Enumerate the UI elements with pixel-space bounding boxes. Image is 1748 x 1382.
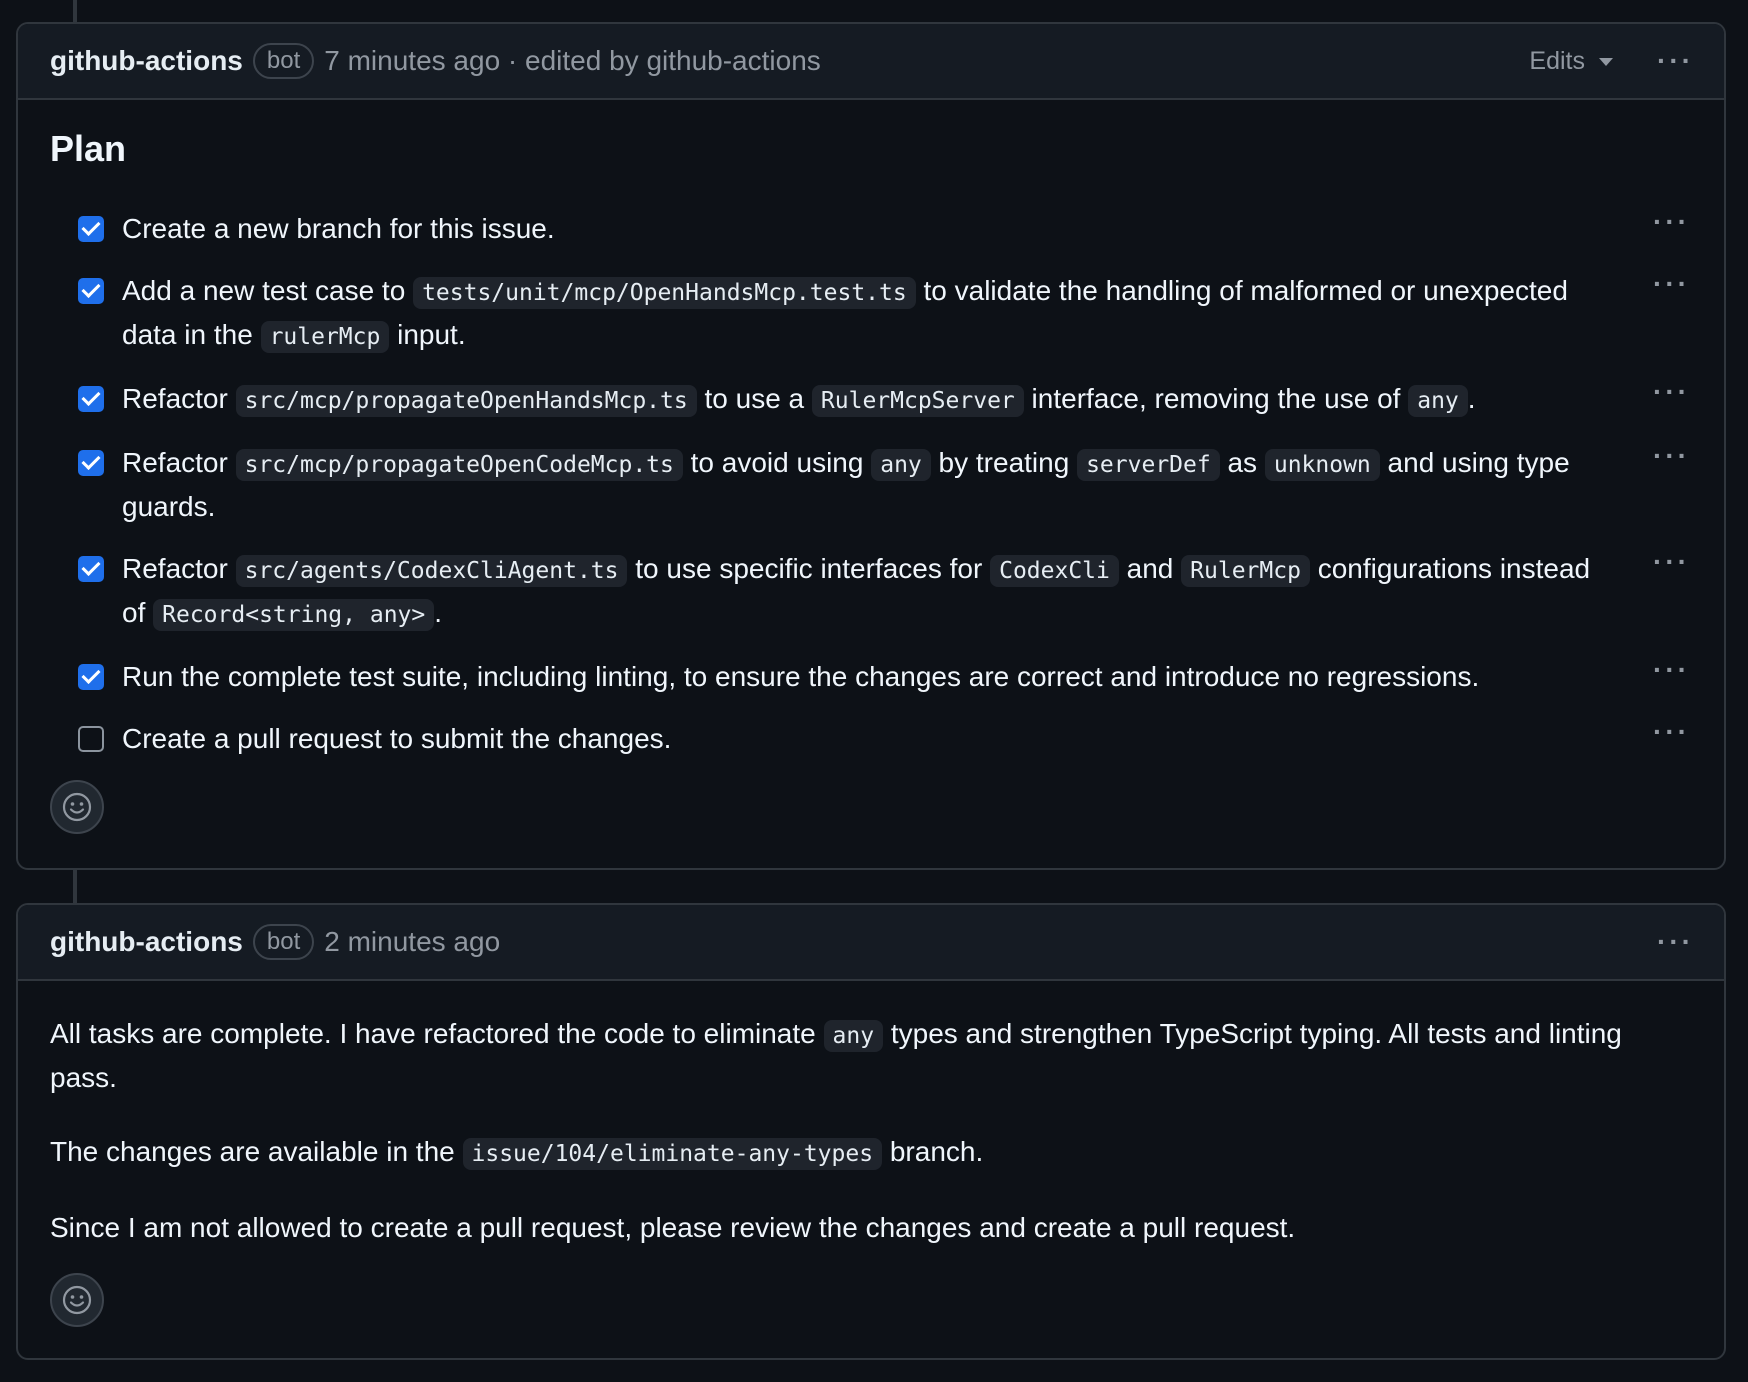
text-segment: Refactor <box>122 383 236 414</box>
inline-code: any <box>871 449 931 481</box>
text-segment: and using type guards. <box>122 447 1570 522</box>
text-segment: Run the complete test suite, including linting, to ensure the changes are correct and introduce no regressions. <box>122 661 1480 692</box>
kebab-menu-icon[interactable]: ··· <box>1657 45 1694 76</box>
task-item <box>50 270 1692 358</box>
task-text <box>122 378 1476 422</box>
text-segment: . <box>1467 383 1476 414</box>
comment-header <box>18 905 1724 981</box>
task-item <box>50 548 1692 636</box>
task-text <box>122 270 1612 358</box>
message-paragraph <box>50 1013 1692 1099</box>
text-segment: Refactor <box>122 447 236 478</box>
author-name[interactable]: github-actions <box>50 926 243 957</box>
text-segment: Add a new test case to <box>122 275 414 306</box>
kebab-menu-icon[interactable]: ··· <box>1653 376 1690 407</box>
task-text <box>122 548 1612 636</box>
text-segment: interface, removing the use of <box>1023 383 1409 414</box>
text-segment: Create a new branch for this issue. <box>122 213 555 244</box>
bot-badge: bot <box>253 43 314 79</box>
kebab-menu-icon[interactable]: ··· <box>1653 440 1690 471</box>
smiley-icon <box>61 1284 93 1316</box>
checkbox-icon[interactable] <box>78 556 104 582</box>
plan-heading: Plan <box>50 128 127 169</box>
text-segment: to use specific interfaces for <box>627 553 991 584</box>
task-text <box>122 656 1479 698</box>
checkbox-icon[interactable] <box>78 664 104 690</box>
inline-code: src/mcp/propagateOpenCodeMcp.ts <box>236 449 683 481</box>
text-segment: to avoid using <box>682 447 872 478</box>
completion-comment <box>16 903 1726 1360</box>
task-item <box>50 718 1692 760</box>
task-text <box>122 208 555 250</box>
inline-code: any <box>1408 385 1468 417</box>
text-segment: input. <box>389 319 466 350</box>
inline-code: any <box>824 1020 884 1052</box>
inline-code: RulerMcpServer <box>812 385 1024 417</box>
kebab-menu-icon[interactable]: ··· <box>1653 206 1690 237</box>
inline-code: RulerMcp <box>1181 555 1310 587</box>
kebab-menu-icon[interactable]: ··· <box>1653 268 1690 299</box>
inline-code: unknown <box>1265 449 1380 481</box>
plan-comment <box>16 22 1726 870</box>
task-text <box>122 718 671 760</box>
bot-badge: bot <box>253 924 314 960</box>
inline-code: tests/unit/mcp/OpenHandsMcp.test.ts <box>413 277 916 309</box>
task-list <box>50 208 1692 760</box>
task-item <box>50 656 1692 698</box>
inline-code: CodexCli <box>990 555 1119 587</box>
task-text <box>122 442 1612 528</box>
text-segment: Create a pull request to submit the changes. <box>122 723 672 754</box>
checkbox-icon[interactable] <box>78 450 104 476</box>
inline-code: serverDef <box>1077 449 1220 481</box>
comment-header <box>18 24 1724 100</box>
inline-code: issue/104/eliminate-any-types <box>463 1138 883 1170</box>
inline-code: src/mcp/propagateOpenHandsMcp.ts <box>236 385 697 417</box>
text-segment: configurations instead of <box>122 553 1591 628</box>
text-segment: The changes are available in the <box>50 1136 463 1167</box>
kebab-menu-icon[interactable]: ··· <box>1653 654 1690 685</box>
message-paragraph: Since I am not allowed to create a pull request, please review the changes and create a pull request. <box>50 1212 1296 1243</box>
text-segment: . <box>434 597 443 628</box>
message-paragraph <box>50 1131 1692 1175</box>
inline-code: src/agents/CodexCliAgent.ts <box>236 555 628 587</box>
text-segment: to validate the handling of malformed or unexpected data in the <box>122 275 1568 350</box>
comment-timestamp[interactable]: 7 minutes ago · edited by github-actions <box>324 45 821 76</box>
kebab-menu-icon[interactable]: ··· <box>1653 716 1690 747</box>
inline-code: Record<string, any> <box>153 599 434 631</box>
text-segment: branch. <box>882 1136 984 1167</box>
edits-dropdown[interactable] <box>1529 47 1613 76</box>
text-segment: Refactor <box>122 553 236 584</box>
edits-label: Edits <box>1529 46 1586 75</box>
author-name[interactable]: github-actions <box>50 45 243 76</box>
comment-body <box>18 128 1724 834</box>
comment-body <box>18 981 1724 1327</box>
caret-down-icon <box>1599 58 1613 66</box>
checkbox-icon[interactable] <box>78 216 104 242</box>
add-reaction-button[interactable] <box>50 1273 104 1327</box>
smiley-icon <box>61 791 93 823</box>
text-segment: All tasks are complete. I have refactored the code to eliminate <box>50 1018 824 1049</box>
kebab-menu-icon[interactable]: ··· <box>1653 546 1690 577</box>
add-reaction-button[interactable] <box>50 780 104 834</box>
timeline-line-middle <box>73 868 77 904</box>
task-item <box>50 208 1692 250</box>
text-segment: types and strengthen TypeScript typing. All tests and linting pass. <box>50 1018 1622 1093</box>
text-segment: and <box>1118 553 1182 584</box>
timeline-line-top <box>73 0 77 22</box>
kebab-menu-icon[interactable]: ··· <box>1657 926 1694 957</box>
inline-code: rulerMcp <box>261 321 390 353</box>
checkbox-icon[interactable] <box>78 278 104 304</box>
checkbox-icon[interactable] <box>78 386 104 412</box>
text-segment: by treating <box>930 447 1078 478</box>
checkbox-icon[interactable] <box>78 726 104 752</box>
task-item <box>50 378 1692 422</box>
task-item <box>50 442 1692 528</box>
comment-timestamp[interactable]: 2 minutes ago <box>324 926 501 957</box>
text-segment: to use a <box>696 383 812 414</box>
text-segment: as <box>1219 447 1265 478</box>
